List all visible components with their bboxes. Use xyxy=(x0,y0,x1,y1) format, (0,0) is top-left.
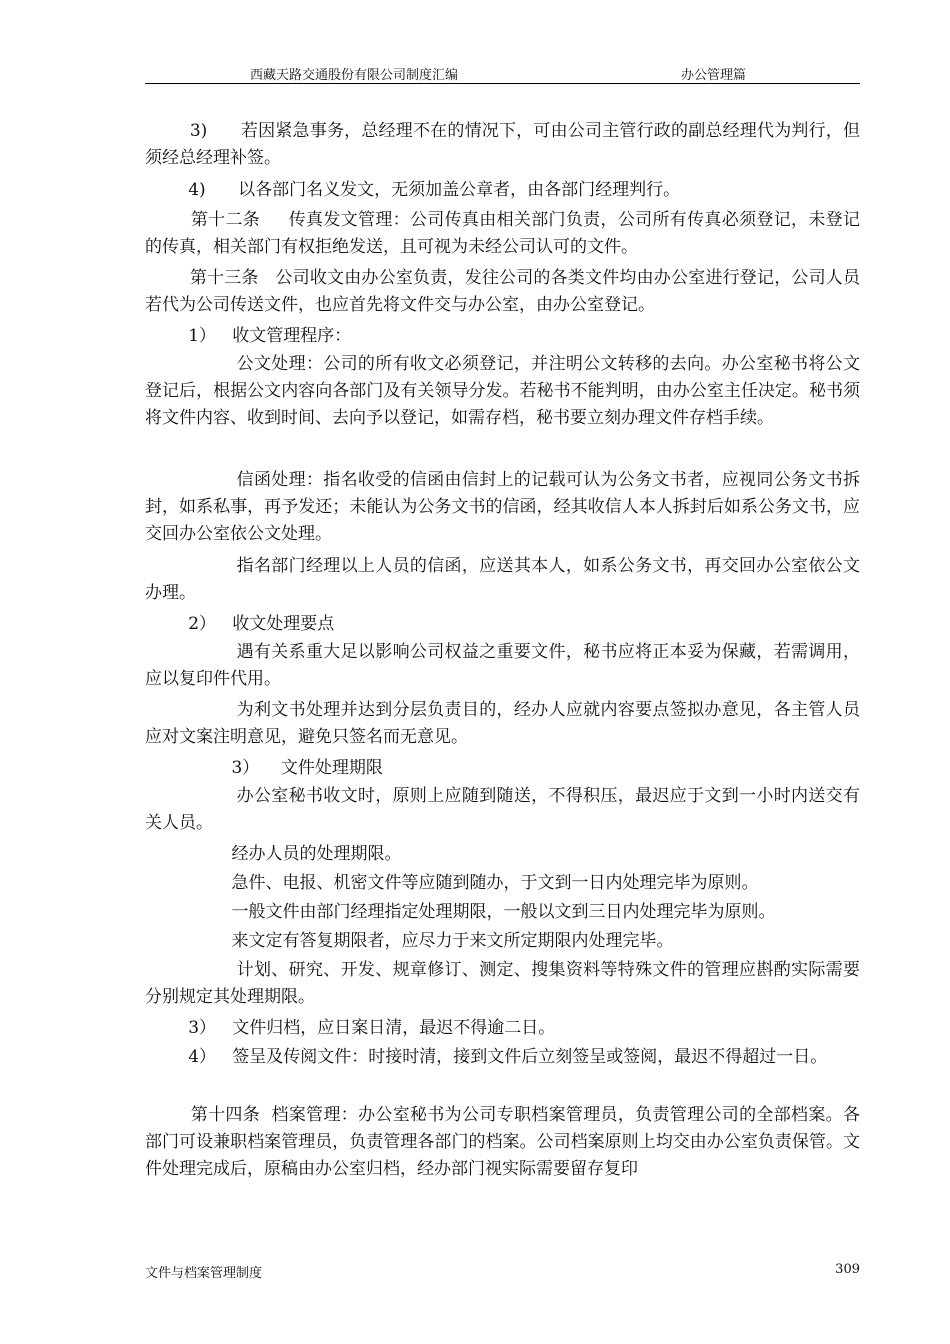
paragraph: 第十二条 传真发文管理：公司传真由相关部门负责，公司所有传真必须登记，未登记的传真，相关部门有权拒绝发送，且可视为未经公司认可的文件。 xyxy=(145,210,860,257)
paragraph: 指名部门经理以上人员的信函，应送其本人，如系公务文书，再交回办公室依公文办理。 xyxy=(145,556,860,603)
paragraph: 遇有关系重大足以影响公司权益之重要文件，秘书应将正本妥为保藏，若需调用，应以复印件代用。 xyxy=(145,642,860,689)
footer-document-title: 文件与档案管理制度 xyxy=(145,1266,263,1281)
paragraph: 3） 文件归档，应日案日清，最迟不得逾二日。 xyxy=(145,1018,556,1038)
paragraph: 3） 文件处理期限 xyxy=(145,758,383,778)
header-divider xyxy=(145,83,860,84)
paragraph: 第十三条 公司收文由办公室负责，发往公司的各类文件均由办公室进行登记，公司人员若代为公司传送文件，也应首先将文件交与办公室，由办公室登记。 xyxy=(145,268,860,315)
paragraph: 4) 以各部门名义发文，无须加盖公章者，由各部门经理判行。 xyxy=(145,180,681,200)
paragraph: 来文定有答复期限者，应尽力于来文所定期限内处理完毕。 xyxy=(145,931,674,951)
paragraph: 为利文书处理并达到分层负责目的，经办人应就内容要点签拟办意见，各主管人员应对文案注明意见，避免只签名而无意见。 xyxy=(145,700,860,747)
header-company-title: 西藏天路交通股份有限公司制度汇编 xyxy=(250,68,459,83)
paragraph: 1） 收文管理程序： xyxy=(145,326,352,346)
paragraph: 第十四条 档案管理：办公室秘书为公司专职档案管理员，负责管理公司的全部档案。各部门可设兼职档案管理员，负责管理各部门的档案。公司档案原则上均交由办公室负责保管。文件处理完成后，原稿由办公室归档，经办部门视实际需要留存复印 xyxy=(145,1105,860,1179)
paragraph: 计划、研究、开发、规章修订、测定、搜集资料等特殊文件的管理应斟酌实际需要分别规定其处理期限。 xyxy=(145,960,860,1007)
paragraph: 2） 收文处理要点 xyxy=(145,614,335,634)
paragraph: 公文处理：公司的所有收文必须登记，并注明公文转移的去向。办公室秘书将公文登记后，根据公文内容向各部门及有关领导分发。若秘书不能判明，由办公室主任决定。秘书须将文件内容、收到时间、去向予以登记，如需存档，秘书要立刻办理文件存档手续。 xyxy=(145,354,860,428)
page-number: 309 xyxy=(835,1262,860,1277)
paragraph: 4） 签呈及传阅文件：时接时清，接到文件后立刻签呈或签阅，最迟不得超过一日。 xyxy=(145,1047,828,1067)
paragraph: 经办人员的处理期限。 xyxy=(145,844,402,864)
paragraph: 信函处理：指名收受的信函由信封上的记载可认为公务文书者，应视同公务文书拆封，如系私事，再予发还；未能认为公务文书的信函，经其收信人本人拆封后如系公务文书，应交回办公室依公文处理。 xyxy=(145,470,860,544)
paragraph: 办公室秘书收文时，原则上应随到随送，不得积压，最迟应于文到一小时内送交有关人员。 xyxy=(145,786,860,833)
page-header xyxy=(145,64,860,84)
header-section-title: 办公管理篇 xyxy=(681,68,747,83)
paragraph: 急件、电报、机密文件等应随到随办，于文到一日内处理完毕为原则。 xyxy=(145,873,759,893)
paragraph: 一般文件由部门经理指定处理期限，一般以文到三日内处理完毕为原则。 xyxy=(145,902,776,922)
paragraph: 3) 若因紧急事务，总经理不在的情况下，可由公司主管行政的副总经理代为判行，但须经总经理补签。 xyxy=(145,121,861,168)
page-footer xyxy=(145,1262,860,1282)
